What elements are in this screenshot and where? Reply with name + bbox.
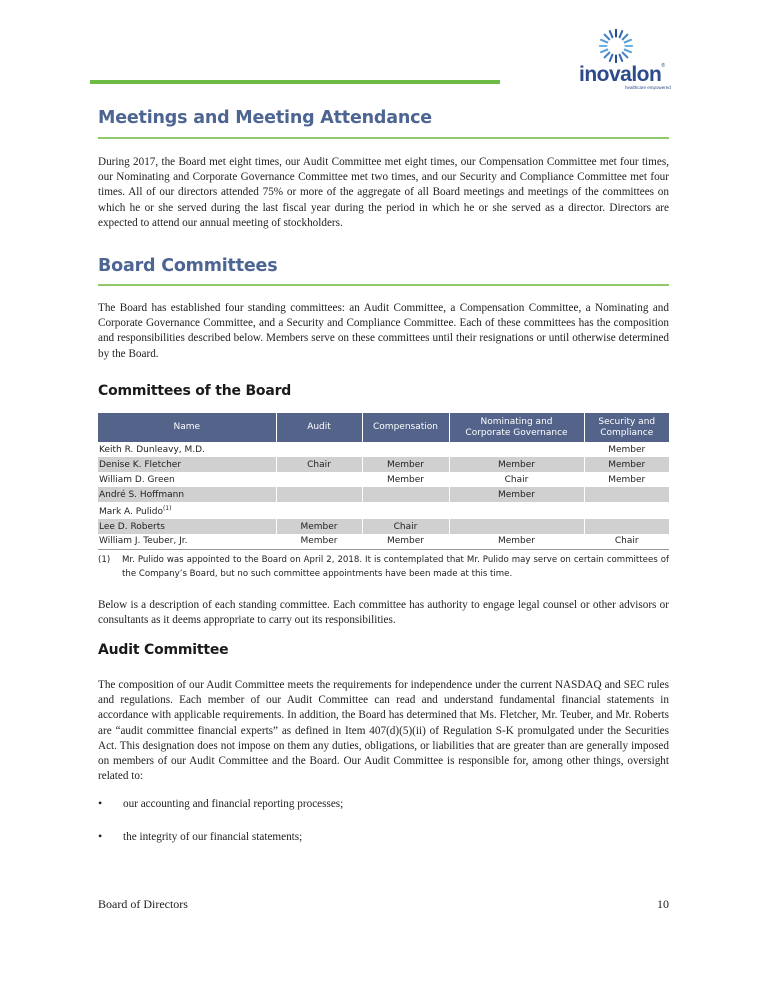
committees-table <box>98 413 669 550</box>
logo-wordmark: inovalon® <box>579 63 665 86</box>
meetings-paragraph: During 2017, the Board met eight times, our Audit Committee met eight times, our Compensation Committee met four times, our Nominating and Corporate Governance Committee met two times, and our Security and Compliance Committee met four times. All of our directors attended 75% or more of the aggregate of all Board meetings and meetings of the committees on which he or she served during the last fiscal year during the period in which he or she served as a director. Directors are expected to attend our annual meeting of stockholders. <box>98 156 669 229</box>
logo-ring-icon <box>597 27 635 65</box>
column-header-compensation: Compensation <box>362 413 449 442</box>
cell-compensation: Member <box>362 472 449 487</box>
cell-nominating: Member <box>449 534 584 549</box>
cell-audit <box>276 472 362 487</box>
subsection-title-committees-of-board: Committees of the Board <box>98 383 292 399</box>
cell-compensation: Member <box>362 534 449 549</box>
cell-security <box>584 487 669 502</box>
table-row <box>98 472 669 487</box>
section-title-meetings: Meetings and Meeting Attendance <box>98 108 432 128</box>
table-footnote <box>98 554 669 581</box>
column-header-name: Name <box>98 413 276 442</box>
table-row <box>98 502 669 519</box>
column-header-nominating: Nominating and Corporate Governance <box>449 413 584 442</box>
cell-name: Keith R. Dunleavy, M.D. <box>99 444 205 455</box>
cell-compensation: Chair <box>362 519 449 534</box>
bullet-icon: • <box>98 796 103 810</box>
cell-nominating: Member <box>449 487 584 502</box>
table-row <box>98 487 669 502</box>
committee-description-paragraph: Below is a description of each standing committee. Each committee has authority to engage legal counsel or other advisors or consultants as it deems appropriate to carry out its responsibilities. <box>98 599 669 627</box>
cell-security <box>584 519 669 534</box>
header-accent-bar <box>90 80 500 84</box>
cell-compensation <box>362 442 449 457</box>
footnote-number: (1) <box>98 555 111 565</box>
column-header-security: Security and Compliance <box>584 413 669 442</box>
cell-security: Chair <box>584 534 669 549</box>
cell-nominating: Member <box>449 457 584 472</box>
cell-audit: Member <box>276 519 362 534</box>
footnote-text: Mr. Pulido was appointed to the Board on April 2, 2018. It is contemplated that Mr. Pulido may serve on certain committees of the Company’s Board, but no such committee appointments have been made at this time. <box>122 555 669 579</box>
table-row <box>98 457 669 472</box>
table-row <box>98 519 669 534</box>
cell-security: Member <box>584 442 669 457</box>
logo-tagline: healthcare empowered <box>625 85 671 90</box>
section-rule <box>98 284 669 286</box>
cell-name: Lee D. Roberts <box>98 519 276 534</box>
board-committees-paragraph: The Board has established four standing committees: an Audit Committee, a Compensation Committee, a Nominating and Corporate Governance Committee, and a Security and Compliance Committee. Each of these committees has the composition and responsibilities described below. Members serve on these committees until their resignations or until otherwise determined by the Board. <box>98 302 669 360</box>
page-number: 10 <box>657 897 669 911</box>
cell-nominating: Chair <box>449 472 584 487</box>
cell-audit <box>276 502 362 519</box>
cell-compensation <box>362 487 449 502</box>
subsection-title-audit-committee: Audit Committee <box>98 642 229 658</box>
cell-name: Mark A. Pulido$^{(1)}$ <box>99 505 172 517</box>
cell-nominating <box>449 502 584 519</box>
cell-audit <box>276 442 362 457</box>
section-title-board-committees: Board Committees <box>98 256 278 276</box>
cell-audit: Chair <box>276 457 362 472</box>
cell-nominating <box>449 519 584 534</box>
table-header-row <box>98 413 669 442</box>
cell-name: William J. Teuber, Jr. <box>98 534 276 549</box>
audit-committee-paragraph: The composition of our Audit Committee meets the requirements for independence under the current NASDAQ and SEC rules and regulations. Each member of our Audit Committee can read and understand fundamental financial statements in accordance with applicable requirements. In addition, the Board has determined that Ms. Fletcher, Mr. Teuber, and Mr. Roberts are “audit committee financial experts” as defined in Item 407(d)(5)(ii) of Regulation S-K promulgated under the Securities Act. This designation does not impose on them any duties, obligations, or liabilities that are greater than are generally imposed on members of our Audit Committee and the Board. Our Audit Committee is responsible for, among other things, oversight related to: <box>98 679 669 783</box>
cell-name: William D. Green <box>99 474 175 485</box>
footnote-marker: (1) <box>162 505 172 512</box>
column-header-audit: Audit <box>276 413 362 442</box>
cell-nominating <box>449 442 584 457</box>
cell-name: André S. Hoffmann <box>98 487 276 502</box>
table-row <box>98 442 669 457</box>
inovalon-logo <box>575 25 675 91</box>
cell-name: Denise K. Fletcher <box>98 457 276 472</box>
cell-compensation <box>362 502 449 519</box>
bullet-icon: • <box>98 829 103 843</box>
cell-security: Member <box>584 457 669 472</box>
section-rule <box>98 137 669 139</box>
cell-audit: Member <box>276 534 362 549</box>
cell-security: Member <box>584 472 669 487</box>
cell-compensation: Member <box>362 457 449 472</box>
footer-section-name: Board of Directors <box>98 897 188 911</box>
table-row <box>98 534 669 549</box>
cell-audit <box>276 487 362 502</box>
cell-security <box>584 502 669 519</box>
